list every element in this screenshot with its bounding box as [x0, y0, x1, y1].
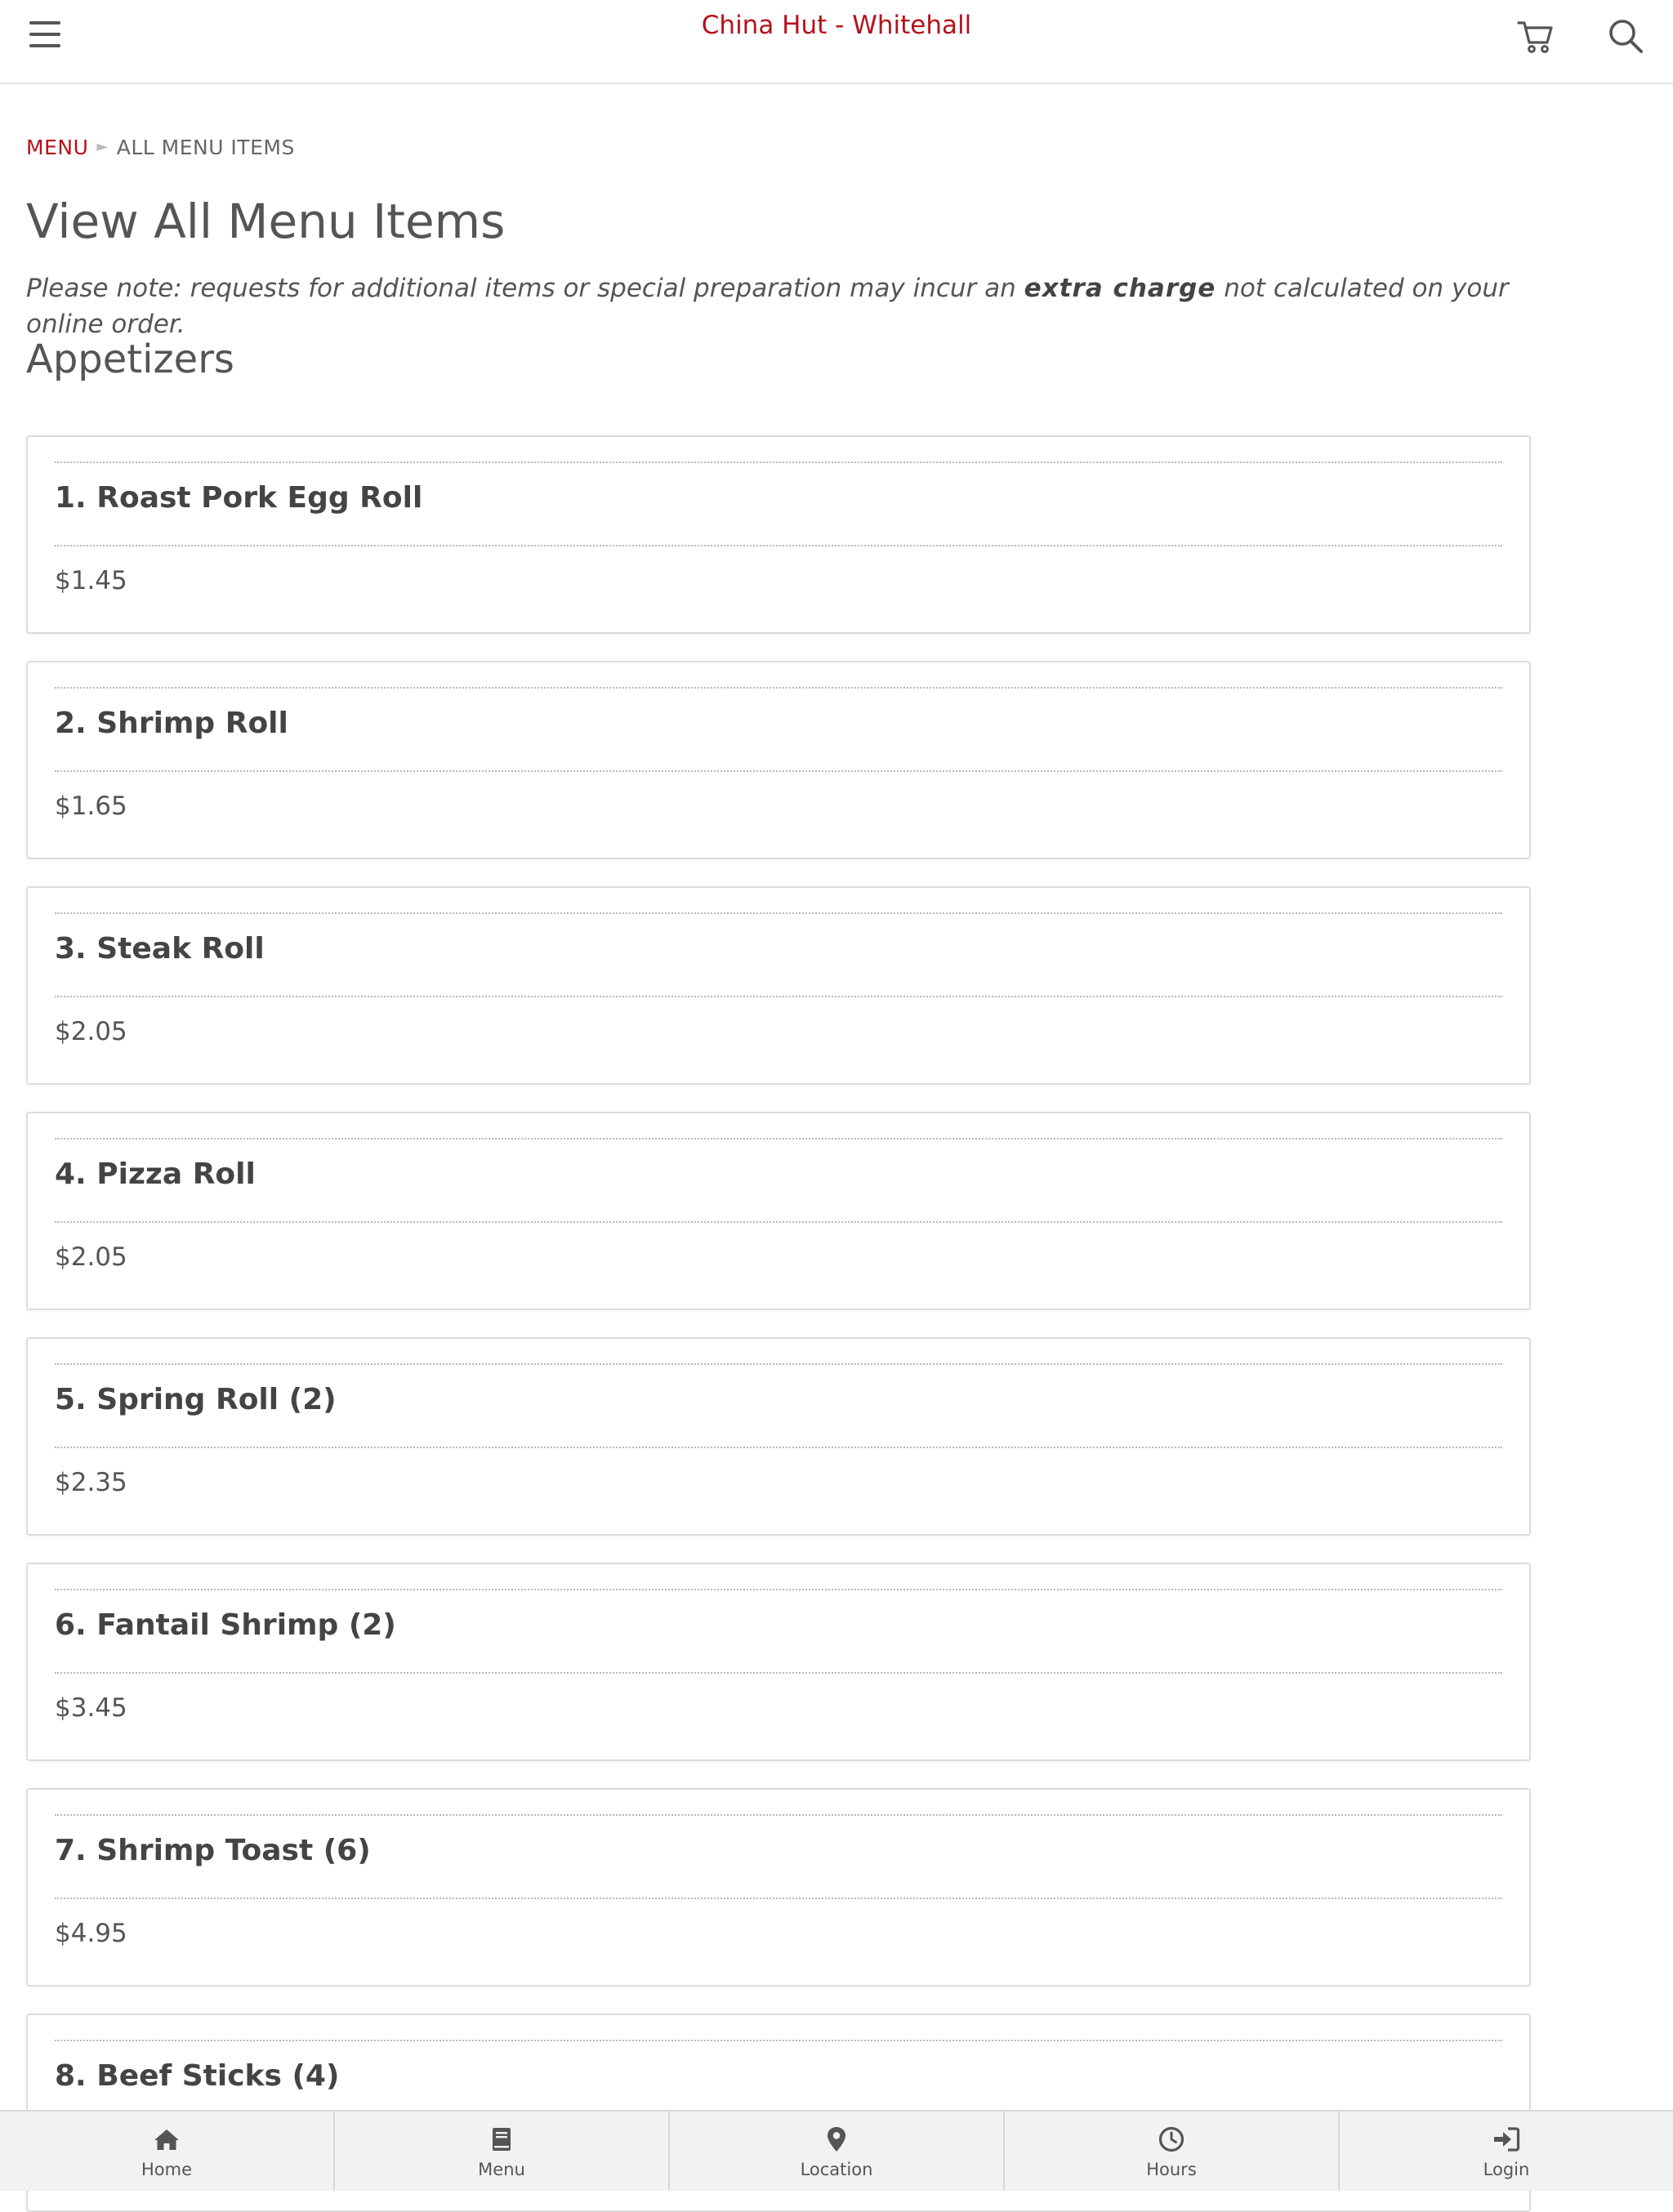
site-header: [0, 0, 1673, 84]
menu-item-name[interactable]: 1. Roast Pork Egg Roll: [55, 481, 423, 515]
nav-hours[interactable]: [1005, 2112, 1340, 2191]
menu-item-name[interactable]: 6. Fantail Shrimp (2): [55, 1608, 396, 1642]
nav-login-label: Login: [1483, 2160, 1530, 2179]
menu-item-price: $1.45: [55, 566, 127, 595]
menu-item-card[interactable]: [26, 1337, 1531, 1536]
divider: [55, 1447, 1502, 1448]
divider: [55, 912, 1502, 914]
divider: [55, 1221, 1502, 1223]
divider: [55, 545, 1502, 546]
menu-item-name[interactable]: 7. Shrimp Toast (6): [55, 1834, 371, 1867]
divider: [55, 1589, 1502, 1590]
map-pin-icon: [822, 2125, 851, 2154]
notice-text-before: Please note: requests for additional items or special preparation may incur an: [26, 274, 1024, 303]
nav-login[interactable]: [1340, 2112, 1673, 2191]
menu-item-price: $2.35: [55, 1468, 127, 1497]
menu-item-price: $1.65: [55, 792, 127, 821]
menu-item-name[interactable]: 2. Shrimp Roll: [55, 707, 288, 740]
section-title-appetizers: Appetizers: [26, 337, 234, 382]
clock-icon: [1157, 2125, 1186, 2154]
breadcrumb: [26, 133, 295, 165]
extra-charge-notice: [26, 270, 1578, 342]
menu-item-price: $4.95: [55, 1919, 127, 1948]
cart-icon[interactable]: [1516, 16, 1555, 56]
menu-item-price: $3.45: [55, 1693, 127, 1723]
search-icon[interactable]: [1606, 16, 1645, 56]
menu-item-name[interactable]: 3. Steak Roll: [55, 932, 265, 966]
menu-item-card[interactable]: [26, 1563, 1531, 1761]
menu-item-card[interactable]: [26, 661, 1531, 859]
menu-item-card[interactable]: [26, 435, 1531, 634]
divider: [55, 1363, 1502, 1365]
divider: [55, 996, 1502, 997]
breadcrumb-separator-icon: ►: [96, 138, 109, 155]
nav-menu-label: Menu: [478, 2160, 525, 2179]
page-title: View All Menu Items: [26, 194, 506, 249]
menu-item-price: $2.05: [55, 1242, 127, 1272]
menu-item-name[interactable]: 4. Pizza Roll: [55, 1157, 256, 1191]
divider: [55, 1138, 1502, 1139]
divider: [55, 770, 1502, 772]
menu-item-card[interactable]: [26, 886, 1531, 1085]
menu-item-card[interactable]: [26, 1788, 1531, 1987]
breadcrumb-menu-link[interactable]: MENU: [26, 136, 89, 159]
nav-location[interactable]: [670, 2112, 1005, 2191]
nav-location-label: Location: [800, 2160, 873, 2179]
divider: [55, 2040, 1502, 2041]
bottom-nav: [0, 2110, 1673, 2191]
book-icon: [487, 2125, 516, 2154]
divider: [55, 687, 1502, 689]
nav-home[interactable]: [0, 2112, 335, 2191]
sign-in-icon: [1492, 2125, 1521, 2154]
restaurant-title[interactable]: China Hut - Whitehall: [701, 11, 972, 40]
menu-item-name[interactable]: 8. Beef Sticks (4): [55, 2059, 340, 2093]
menu-item-price: $2.05: [55, 1017, 127, 1046]
divider: [55, 1814, 1502, 1816]
notice-emphasis: extra charge: [1024, 274, 1216, 303]
menu-item-card[interactable]: [26, 1112, 1531, 1310]
divider: [55, 462, 1502, 463]
nav-home-label: Home: [141, 2160, 192, 2179]
divider: [55, 1898, 1502, 1899]
divider: [55, 1672, 1502, 1674]
home-icon: [152, 2125, 181, 2154]
nav-menu[interactable]: [335, 2112, 670, 2191]
breadcrumb-current: ALL MENU ITEMS: [116, 136, 295, 159]
menu-item-name[interactable]: 5. Spring Roll (2): [55, 1383, 337, 1416]
notice-text-after: not calculated on your online order.: [26, 274, 1509, 339]
nav-hours-label: Hours: [1146, 2160, 1197, 2179]
